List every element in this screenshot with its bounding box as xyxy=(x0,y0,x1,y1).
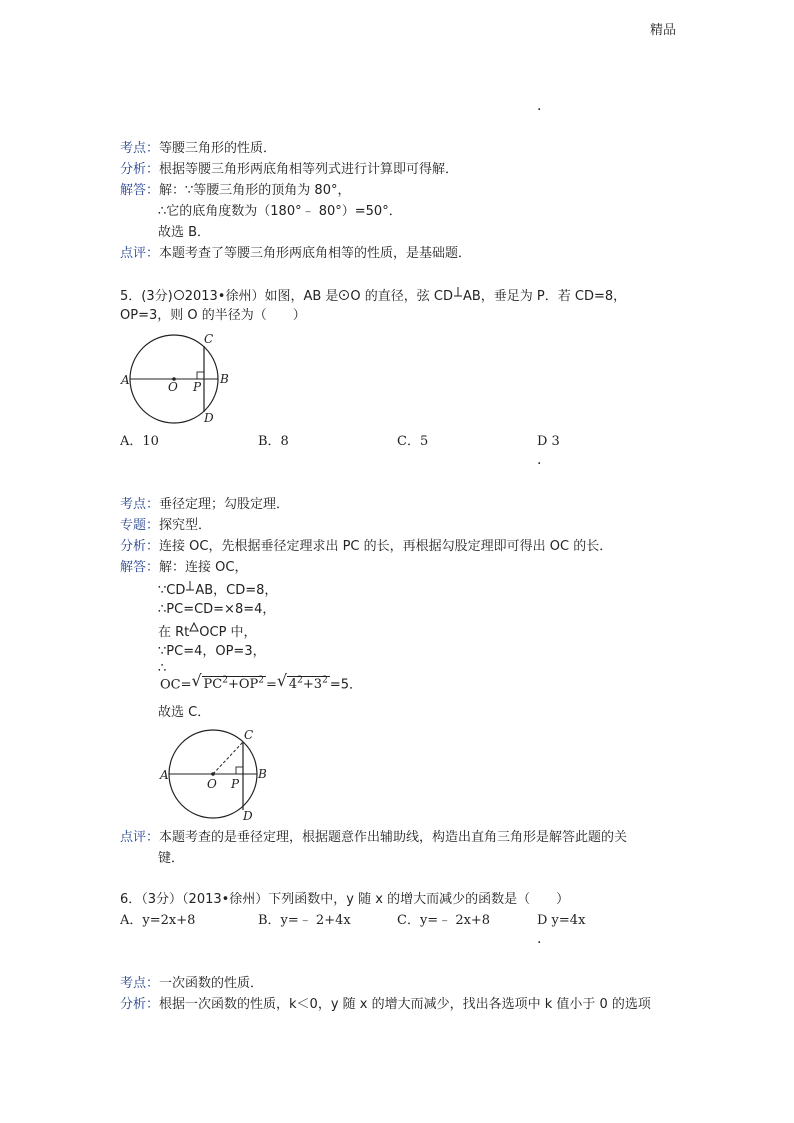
jieda-label: 解答： xyxy=(120,183,160,198)
circle-dot-icon xyxy=(338,289,350,301)
q6-stem: 6．（3分）（2013•徐州）下列函数中，y 随 x 的增大而减少的函数是（ ） xyxy=(120,892,570,907)
label-d: D xyxy=(204,411,214,425)
jieda-part: 在 Rt xyxy=(158,625,190,640)
label-o: O xyxy=(168,380,178,394)
q6-option-a: A．y=2x+8 xyxy=(120,913,196,928)
q6-kaodian xyxy=(120,975,263,993)
label-c: C xyxy=(204,332,214,346)
q6-option-c: C．y=﹣ 2x+8 xyxy=(397,913,491,928)
q5-stem-line2: OP=3，则 O 的半径为（ ） xyxy=(120,308,306,323)
jieda-label: 解答： xyxy=(120,560,160,575)
q5-fenxi xyxy=(120,538,612,556)
q5-jieda xyxy=(120,559,247,577)
q5-option-d: D 3 xyxy=(537,434,560,449)
label-a: A xyxy=(160,768,169,782)
dianping-text: 本题考查的是垂径定理，根据题意作出辅助线，构造出直角三角形是解答此题的关 xyxy=(159,830,628,845)
formula-part: PC xyxy=(203,677,223,693)
q5-jieda-5: ∵PC=4，OP=3， xyxy=(158,644,266,659)
right-angle-mark xyxy=(236,767,243,774)
separator-dot: . xyxy=(537,98,542,114)
formula-part: 4 xyxy=(288,677,298,693)
triangle-icon xyxy=(189,622,199,632)
q6-option-b: B．y=﹣ 2+4x xyxy=(258,913,351,928)
q6-option-d: D y=4x xyxy=(537,913,586,928)
q5-figure-circle xyxy=(118,328,238,426)
label-b: B xyxy=(220,372,229,386)
q5-jieda-8: 故选 C． xyxy=(158,705,211,720)
q4-jieda-3: 故选 B． xyxy=(158,225,211,240)
sqrt-2: √ $4^2+3^2$ xyxy=(276,671,328,693)
formula-exp: 2 xyxy=(258,676,264,686)
kaodian-text: 垂径定理；勾股定理． xyxy=(159,497,290,512)
fenxi-label: 分析： xyxy=(120,539,160,554)
q5-jieda-3: ∴PC=CD=×8=4， xyxy=(158,602,276,617)
kaodian-label: 考点： xyxy=(120,141,160,156)
kaodian-label: 考点： xyxy=(120,497,160,512)
jieda-part: OCP 中， xyxy=(199,625,257,640)
q4-kaodian xyxy=(120,140,276,158)
circle-glyph-icon xyxy=(173,289,185,301)
q5-option-a: A．10 xyxy=(120,434,159,449)
label-p: P xyxy=(193,380,202,394)
q4-fenxi xyxy=(120,161,458,179)
formula-exp: 2 xyxy=(222,676,228,686)
q5-option-b: B．8 xyxy=(258,434,289,449)
separator-dot: . xyxy=(537,931,542,947)
dianping-label: 点评： xyxy=(120,830,160,845)
zhuanti-text: 探究型． xyxy=(159,518,212,533)
q5-dianping xyxy=(120,829,627,847)
q5-jieda-2 xyxy=(158,580,277,600)
kaodian-text: 等腰三角形的性质． xyxy=(159,141,277,156)
label-a: A xyxy=(121,373,130,387)
q5-figure-solution xyxy=(158,726,278,822)
formula-exp: 2 xyxy=(322,676,328,686)
q6-fenxi xyxy=(120,996,651,1014)
separator-dot: . xyxy=(537,452,542,468)
segment-oc xyxy=(213,742,243,774)
label-o: O xyxy=(207,777,217,791)
fenxi-text: 根据等腰三角形两底角相等列式进行计算即可得解． xyxy=(159,162,459,177)
q4-dianping xyxy=(120,245,471,263)
jieda-line: 解：∵等腰三角形的顶角为 80°， xyxy=(159,183,351,198)
q5-stem-part: 2013•徐州）如图，AB 是 xyxy=(184,289,339,304)
q5-zhuanti xyxy=(120,517,211,535)
label-p: P xyxy=(231,777,240,791)
formula-part: +OP xyxy=(227,677,259,693)
perpendicular-icon xyxy=(453,286,463,298)
q5-number: 5．(3分) xyxy=(120,289,173,304)
sqrt-1: √ $PC^2+OP^2$ xyxy=(191,671,264,693)
formula-result: =5． xyxy=(329,677,362,693)
formula-part: +3 xyxy=(302,677,323,693)
jieda-part: AB，CD=8， xyxy=(195,583,278,598)
fenxi-label: 分析： xyxy=(120,162,160,177)
fenxi-label: 分析： xyxy=(120,997,160,1012)
zhuanti-label: 专题： xyxy=(120,518,160,533)
fenxi-text: 根据一次函数的性质，k＜0，y 随 x 的增大而减少，找出各选项中 k 值小于 0 的选项 xyxy=(159,997,651,1012)
q5-stem-part: AB，垂足为 P．若 CD=8， xyxy=(462,289,627,304)
q4-jieda xyxy=(120,182,350,200)
fenxi-text: 连接 OC，先根据垂径定理求出 PC 的长，再根据勾股定理即可得出 OC 的长． xyxy=(159,539,613,554)
kaodian-label: 考点： xyxy=(120,976,160,991)
dianping-text: 本题考查了等腰三角形两底角相等的性质，是基础题． xyxy=(159,246,472,261)
formula-eq: = xyxy=(265,677,277,693)
right-angle-mark xyxy=(197,372,204,379)
q5-stem-line1 xyxy=(120,286,626,306)
label-d: D xyxy=(243,809,253,822)
header-tag: 精品 xyxy=(650,23,677,38)
jieda-line: 解：连接 OC， xyxy=(159,560,248,575)
perpendicular-icon xyxy=(185,580,195,592)
jieda-part: ∵CD xyxy=(158,583,186,598)
kaodian-text: 一次函数的性质． xyxy=(159,976,264,991)
q5-stem-part: O 的直径，弦 CD xyxy=(350,289,453,304)
formula-lhs: OC= xyxy=(160,677,192,693)
q5-jieda-4 xyxy=(158,622,257,642)
q5-dianping-2: 键． xyxy=(158,851,185,866)
formula-exp: 2 xyxy=(297,676,303,686)
label-c: C xyxy=(244,728,254,742)
q5-formula xyxy=(160,672,362,694)
q5-jieda-6: ∴ xyxy=(158,661,167,676)
q4-jieda-2: ∴它的底角度数为（180°﹣ 80°）=50°． xyxy=(158,204,402,219)
q5-option-c: C．5 xyxy=(397,434,429,449)
q5-kaodian xyxy=(120,496,289,514)
dianping-label: 点评： xyxy=(120,246,160,261)
center-point xyxy=(211,772,215,776)
label-b: B xyxy=(258,767,267,781)
